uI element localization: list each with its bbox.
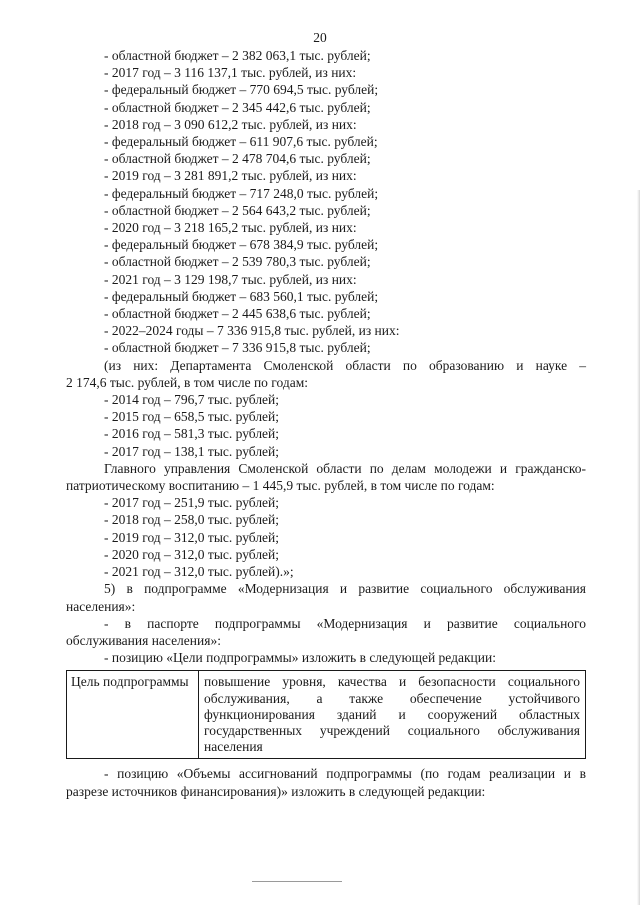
list-item: - 2020 год – 3 218 165,2 тыс. рублей, из них: [104, 220, 357, 236]
list-item: - федеральный бюджет – 611 907,6 тыс. рублей; [104, 134, 378, 150]
list-item: - 2018 год – 258,0 тыс. рублей; [104, 512, 280, 528]
list-item: - областной бюджет – 2 382 063,1 тыс. рублей; [104, 48, 371, 63]
list-item: - федеральный бюджет – 683 560,1 тыс. рублей; [104, 288, 379, 304]
list-item: - 2017 год – 138,1 тыс. рублей; [104, 443, 280, 459]
list-item: - 2019 год – 3 281 891,2 тыс. рублей, из них: [104, 168, 357, 184]
list-item: - 2016 год – 581,3 тыс. рублей; [104, 426, 280, 442]
paragraph-youth-dept-line2: патриотическому воспитанию – 1 445,9 тыс. рублей, в том числе по годам: [66, 478, 495, 494]
document-body [66, 47, 586, 800]
list-item: - 2021 год – 312,0 тыс. рублей).»; [104, 564, 294, 580]
passport-line2: обслуживания населения»: [66, 632, 221, 648]
list-item: - 2021 год – 3 129 198,7 тыс. рублей, из них: [104, 271, 357, 287]
scan-mark [252, 881, 342, 882]
goals-table [66, 670, 586, 759]
list-item: - областной бюджет – 2 345 442,6 тыс. рублей; [104, 99, 371, 115]
list-item: - областной бюджет – 2 539 780,3 тыс. рублей; [104, 254, 371, 270]
list-item: - федеральный бюджет – 770 694,5 тыс. рублей; [104, 82, 379, 98]
budget-list-c [66, 494, 586, 580]
paragraph-education-dept-line2: 2 174,6 тыс. рублей, в том числе по годам: [66, 374, 309, 390]
list-item: - 2019 год – 312,0 тыс. рублей; [104, 529, 280, 545]
list-item: - 2017 год – 251,9 тыс. рублей; [104, 495, 280, 511]
final-line1: - позицию «Объемы ассигнований подпрограммы (по годам реализации и в [104, 766, 586, 782]
list-item: - 2018 год – 3 090 612,2 тыс. рублей, из них: [104, 116, 357, 132]
budget-list-b [66, 391, 586, 460]
passport-line1: - в паспорте подпрограммы «Модернизация и развитие социального [104, 615, 586, 631]
item5-line1: 5) в подпрограмме «Модернизация и развитие социального обслуживания [104, 581, 586, 597]
goals-table-text: повышение уровня, качества и безопасности социального обслуживания, а также обеспечение устойчивого функционирования зданий и сооружений областных государственных учреждений социального обслуживания населения [199, 671, 586, 759]
paragraph-youth-dept-line1: Главного управления Смоленской области по делам молодежи и гражданско- [104, 460, 586, 476]
paragraph-education-dept-line1: (из них: Департамента Смоленской области по образованию и науке – [104, 357, 586, 373]
list-item: - областной бюджет – 7 336 915,8 тыс. рублей; [104, 340, 371, 356]
list-item: - областной бюджет – 2 478 704,6 тыс. рублей; [104, 151, 371, 167]
goals-position-line: - позицию «Цели подпрограммы» изложить в следующей редакции: [104, 650, 496, 666]
list-item: - областной бюджет – 2 445 638,6 тыс. рублей; [104, 306, 371, 322]
list-item: - федеральный бюджет – 717 248,0 тыс. рублей; [104, 185, 379, 201]
list-item: - 2022–2024 годы – 7 336 915,8 тыс. рублей, из них: [104, 323, 400, 339]
goals-table-label: Цель подпрограммы [67, 671, 199, 759]
budget-list-a [66, 47, 586, 357]
list-item: - 2017 год – 3 116 137,1 тыс. рублей, из них: [104, 65, 357, 81]
final-line2: разрезе источников финансирования)» изложить в следующей редакции: [66, 783, 486, 799]
list-item: - 2015 год – 658,5 тыс. рублей; [104, 409, 280, 425]
list-item: - федеральный бюджет – 678 384,9 тыс. рублей; [104, 237, 379, 253]
table-row [67, 671, 586, 759]
list-item: - областной бюджет – 2 564 643,2 тыс. рублей; [104, 202, 371, 218]
page-number: 20 [313, 30, 327, 45]
item5-line2: населения»: [66, 598, 136, 614]
list-item: - 2020 год – 312,0 тыс. рублей; [104, 546, 280, 562]
list-item: - 2014 год – 796,7 тыс. рублей; [104, 392, 280, 408]
